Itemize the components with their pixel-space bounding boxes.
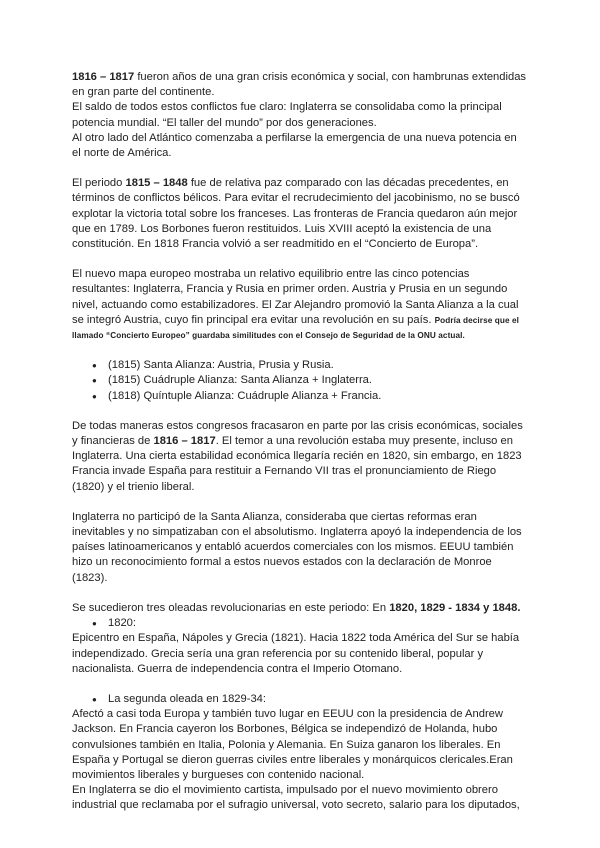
date-highlight: 1820, 1829 - 1834 y 1848. (389, 601, 521, 614)
paragraph-text: El periodo (72, 177, 126, 190)
paragraph-text: fue de relativa paz comparado con las décadas precedentes, en términos de conflictos bélicos. Para evitar el recrudecimiento del jacobinismo, no se buscó explotar la victoria total sobre los franceses. Las fronteras de Francia quedaron aún mejor que en 1789. Los Borbones fueron restituidos. Luis XVIII aceptó la existencia de una constitución. En 1818 Francia volvió a ser readmitido en el “Concierto de Europa”. (72, 177, 520, 251)
paragraph-text: fueron años de una gran crisis económica y social, con hambrunas extendidas en gran parte del continente. (72, 71, 527, 99)
date-highlight: 1816 – 1817 (153, 435, 216, 448)
paragraph-oleadas (72, 601, 528, 616)
paragraph-cartismo: En Inglaterra se dio el movimiento cartista, impulsado por el nuevo movimiento obrero industrial que reclamaba por el sufragio universal, voto secreto, salario para los diputados, (72, 784, 520, 812)
wave-2-text: Afectó a casi toda Europa y también tuvo lugar en EEUU con la presidencia de Andrew Jackson. En Francia cayeron los Borbones, Bélgica se independizó de Holanda, hubo convulsiones también en Italia, Polonia y Alemania. En Suiza ganaron los liberales. En España y Portugal se dieron guerras civiles entre liberales y monárquicos clericales.Eran movimientos liberales y burgueses con contenido nacional. (72, 708, 513, 781)
paragraph-text: De todas maneras estos congresos fracasaron en parte por las crisis económicas, sociales y financieras de (72, 419, 523, 448)
list-item: ● (1815) Cuádruple Alianza: Santa Alianza + Inglaterra. (92, 373, 528, 388)
wave-2-label: ● La segunda oleada en 1829-34: (72, 692, 528, 707)
wave-1-text: Epicentro en España, Nápoles y Grecia (1821). Hacia 1822 toda América del Sur se había independizado. Grecia sería una gran referencia por su contenido liberal, popular y nacionalista. Guerra de independencia contra el Imperio Otomano. (72, 632, 520, 675)
paragraph-inglaterra: El saldo de todos estos conflictos fue claro: Inglaterra se consolidaba como la principal potencia mundial. “El taller del mundo” por dos generaciones. (72, 101, 502, 129)
paragraph-crisis (72, 70, 528, 100)
paragraph-congresos (72, 419, 528, 495)
paragraph-atlantico: Al otro lado del Atlántico comenzaba a perfilarse la emergencia de una nueva potencia en el norte de América. (72, 131, 517, 160)
side-note: Podría decirse que el llamado “Concierto Europeo” guardaba similitudes con el Consejo de Seguridad de la ONU actual. (72, 315, 520, 341)
wave-1-label: ● 1820: (72, 616, 528, 631)
date-highlight: 1816 – 1817 (72, 71, 135, 83)
list-item: ● (1818) Quíntuple Alianza: Cuádruple Alianza + Francia. (92, 389, 528, 404)
paragraph-text: El nuevo mapa europeo mostraba un relativo equilibrio entre las cinco potencias resultantes: Inglaterra, Francia y Rusia en primer orden. Austria y Prusia en un segundo nivel, actuando como estabilizadores. El Zar Alejandro promovió la Santa Alianza a la cual se integró Austria, cuyo fin principal era evitar una revolución en su país. (72, 268, 519, 326)
paragraph-text: Se sucedieron tres oleadas revolucionarias en este periodo: En (72, 601, 390, 614)
alliances-list (72, 358, 528, 404)
paragraph-text: . El temor a una revolución estaba muy presente, incluso en Inglaterra. Una cierta estabilidad económica llegaría recién en 1820, sin embargo, en 1823 Francia invade España para restituir a Fernando VII tras el pronunciamiento de Riego (1820) y el trienio liberal. (72, 435, 522, 493)
paragraph-mapa-europeo (72, 267, 528, 343)
date-highlight: 1815 – 1848 (125, 177, 188, 190)
paragraph-inglaterra-alianza: Inglaterra no participó de la Santa Alianza, consideraba que ciertas reformas eran inevitables y no simpatizaban con el absolutismo. Inglaterra apoyó la independencia de los países latinoamericanos y entabló acuerdos comerciales con los mismos. EEUU también hizo un reconocimiento formal a estos nuevos estados con la declaración de Monroe (1823). (72, 510, 522, 584)
paragraph-periodo (72, 176, 528, 252)
list-item: ● (1815) Santa Alianza: Austria, Prusia y Rusia. (92, 358, 528, 373)
